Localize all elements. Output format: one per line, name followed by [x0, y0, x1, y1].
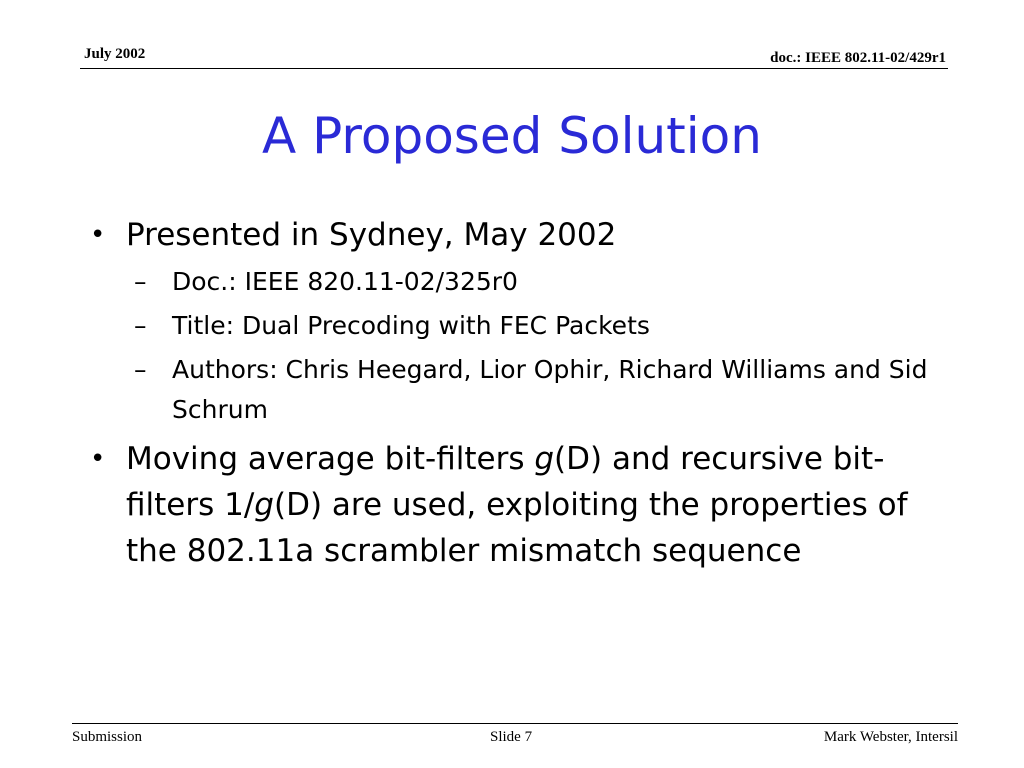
bullet-glyph: •: [90, 220, 106, 250]
slide-body: [86, 212, 946, 578]
dash-glyph: –: [134, 311, 147, 340]
bullet-text: Presented in Sydney, May 2002: [126, 217, 617, 253]
bullet-text: [126, 441, 908, 569]
bullet-item-2: [86, 436, 946, 574]
bullet-item-1: [86, 212, 946, 258]
bullet-text-part: (D) are used, exploiting the properties of the 802.11a scrambler mismatch sequence: [126, 487, 908, 569]
header-doc-id: doc.: IEEE 802.11-02/429r1: [770, 50, 946, 66]
sub-bullet-text: Title: Dual Precoding with FEC Packets: [172, 311, 650, 340]
footer-submission: Submission: [72, 729, 143, 745]
slide-title: A Proposed Solution: [262, 107, 762, 165]
sub-bullet-text: Authors: Chris Heegard, Lior Ophir, Richard Williams and Sid Schrum: [172, 355, 928, 424]
bullet-text-part: (D) and recursive bit-filters 1/: [126, 441, 885, 523]
bullet-text-part: Moving average bit-filters: [126, 441, 535, 477]
header-date: July 2002: [84, 46, 146, 62]
math-g: g: [534, 441, 555, 477]
sub-bullet-item: [86, 262, 946, 302]
header-rule: [80, 68, 948, 69]
bullet-glyph: •: [90, 444, 106, 474]
dash-glyph: –: [134, 355, 147, 384]
footer-slide-number: Slide 7: [490, 729, 533, 745]
sub-bullet-item: [86, 306, 946, 346]
sub-bullet-text: Doc.: IEEE 820.11-02/325r0: [172, 267, 518, 296]
footer-rule: [72, 723, 958, 724]
footer-author: Mark Webster, Intersil: [823, 729, 958, 745]
math-g: g: [254, 487, 274, 523]
dash-glyph: –: [134, 267, 147, 296]
sub-bullet-item: [86, 350, 946, 430]
